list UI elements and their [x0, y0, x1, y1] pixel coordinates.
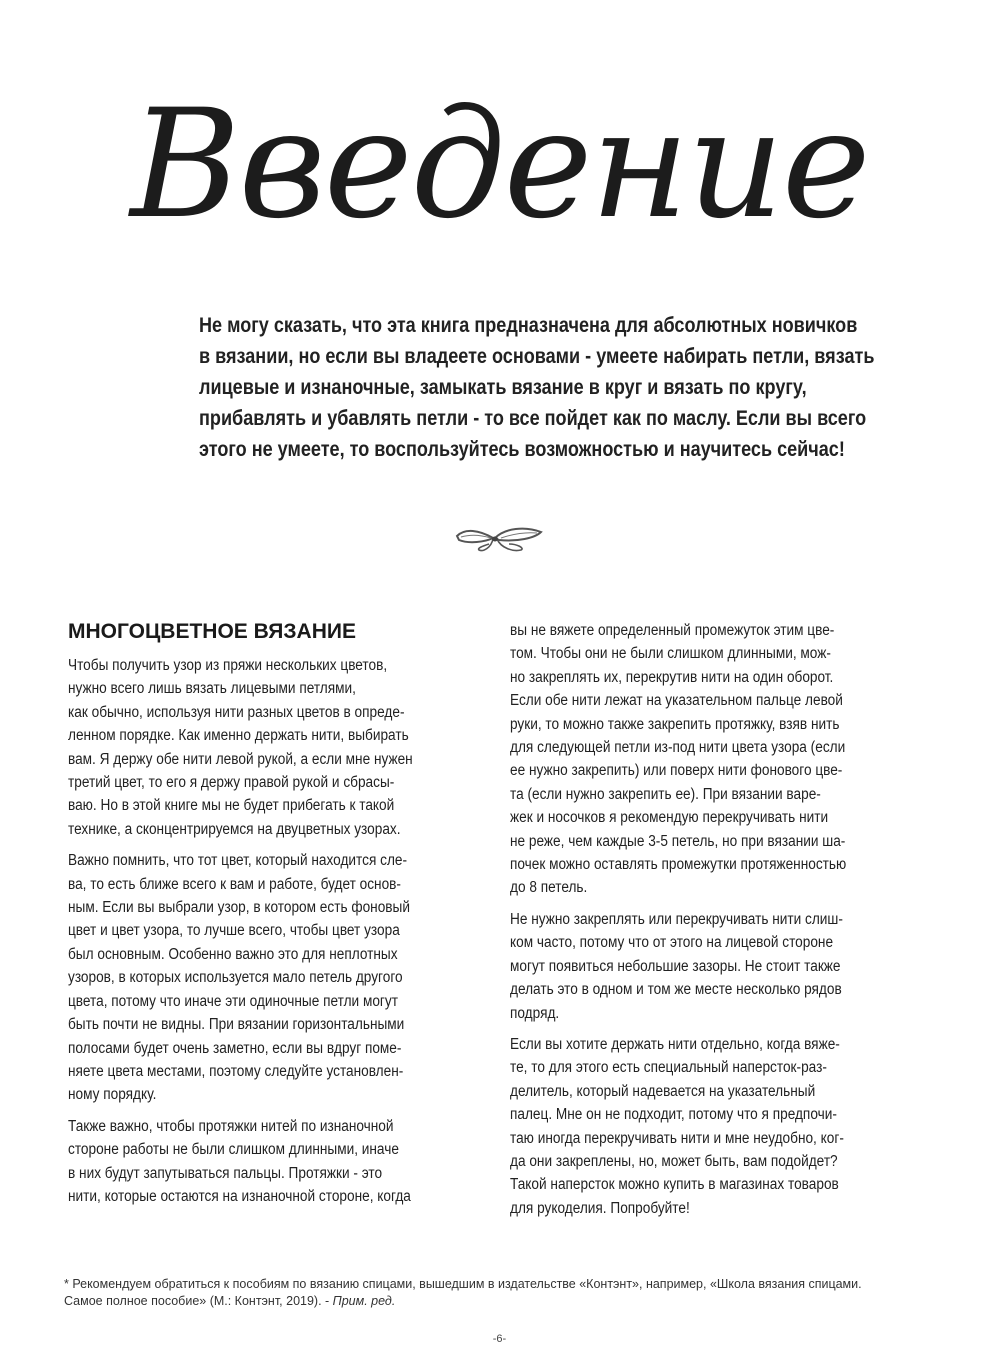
- left-column-body: [68, 654, 413, 1208]
- text-line: нужно всего лишь вязать лицевыми петлями,: [68, 680, 356, 698]
- intro-line: в вязании, но если вы владеете основами - умеете набирать петли, вязать: [199, 345, 875, 368]
- text-line: вам. Я держу обе нити левой рукой, а если мне нужен: [68, 750, 413, 768]
- page-number: -6-: [492, 1333, 507, 1345]
- text-line: том. Чтобы они не были слишком длинными, мож-: [510, 645, 831, 663]
- section-heading: МНОГОЦВЕТНОЕ ВЯЗАНИЕ: [68, 620, 356, 643]
- left-column: [68, 618, 448, 1216]
- text-line: жек и носочков я рекомендую перекручивать нити: [510, 809, 829, 827]
- text-line: могут появиться небольшие зазоры. Не стоит также: [510, 957, 841, 975]
- text-line: Если обе нити лежат на указательном пальце левой: [510, 692, 843, 710]
- text-line: Если вы хотите держать нити отдельно, когда вяже-: [510, 1035, 840, 1053]
- text-line: третий цвет, то его я держу правой рукой и сбрасы-: [68, 774, 395, 792]
- intro-line: лицевые и изнаночные, замыкать вязание в круг и вязать по кругу,: [199, 376, 807, 399]
- text-line: в них будут запутываться пальцы. Протяжки - это: [68, 1164, 383, 1182]
- text-line: ее нужно закрепить) или поверх нити фонового цве-: [510, 762, 843, 780]
- text-line: Также важно, чтобы протяжки нитей по изнаночной: [68, 1117, 394, 1135]
- text-line: руки, то можно также закрепить протяжку, взяв нить: [510, 715, 840, 733]
- text-line: няете цвета местами, поэтому следуйте установлен-: [68, 1062, 404, 1080]
- text-line: Не нужно закреплять или перекручивать нити слиш-: [510, 910, 843, 928]
- text-line: цвета, потому что иначе эти одиночные петли могут: [68, 992, 398, 1010]
- text-line: те, то для этого есть специальный наперсток-раз-: [510, 1059, 827, 1077]
- intro-line: прибавлять и убавлять петли - то все пойдет как по маслу. Если вы всего: [199, 407, 867, 430]
- footnote-line: * Рекомендуем обратиться к пособиям по вязанию спицами, вышедшим в издательстве «Контэнт», например, «Школа вязания спицами.: [64, 1277, 862, 1291]
- text-line: да они закреплены, но, может быть, вам подойдет?: [510, 1152, 838, 1170]
- paragraph: [510, 908, 844, 1025]
- text-line: Чтобы получить узор из пряжи нескольких цветов,: [68, 657, 388, 674]
- text-line: таю иногда перекручивать нити и мне неудобно, ког-: [510, 1129, 844, 1147]
- footnote-line: [64, 1293, 964, 1310]
- footnote: [64, 1276, 964, 1310]
- text-line: делитель, который надевается на указательный: [510, 1082, 816, 1100]
- text-line: для рукоделия. Попробуйте!: [510, 1199, 690, 1217]
- text-line: почек можно оставлять промежутки протяженностью: [510, 856, 847, 874]
- bow-ornament-icon: [455, 522, 545, 556]
- text-line: делать это в одном и том же месте несколько рядов: [510, 981, 842, 999]
- text-line: ва, то есть ближе всего к вам и работе, будет основ-: [68, 875, 401, 893]
- text-line: ком часто, потому что от этого на лицевой стороне: [510, 934, 834, 952]
- right-column: [510, 619, 890, 1228]
- text-line: был основным. Особенно важно это для неплотных: [68, 945, 398, 963]
- text-line: ным. Если вы выбрали узор, в котором есть фоновый: [68, 899, 410, 917]
- paragraph: [510, 1033, 844, 1220]
- paragraph: [68, 1115, 411, 1209]
- intro-line: Не могу сказать, что эта книга предназначена для абсолютных новичков: [199, 314, 858, 337]
- text-line: полосами будет очень заметно, если вы вдруг поме-: [68, 1039, 402, 1057]
- intro-line: этого не умеете, то воспользуйтесь возможностью и научитесь сейчас!: [199, 438, 845, 461]
- footnote-text: Самое полное пособие» (М.: Контэнт, 2019). -: [64, 1294, 333, 1308]
- text-line: до 8 петель.: [510, 879, 588, 897]
- right-column-body: [510, 619, 847, 1220]
- text-line: стороне работы не были слишком длинными, иначе: [68, 1141, 399, 1159]
- intro-paragraph: [199, 310, 875, 465]
- page-title: Введение: [130, 78, 869, 252]
- text-line: технике, а сконцентрируемся на двуцветных узорах.: [68, 820, 401, 838]
- text-line: ленном порядке. Как именно держать нити, выбирать: [68, 727, 409, 745]
- editor-note: Прим. ред.: [332, 1294, 396, 1308]
- text-line: Такой наперсток можно купить в магазинах товаров: [510, 1176, 839, 1194]
- text-line: узоров, в которых используется мало петель другого: [68, 969, 403, 987]
- text-line: подряд.: [510, 1004, 560, 1022]
- text-line: нити, которые остаются на изнаночной стороне, когда: [68, 1187, 411, 1205]
- text-line: но закреплять их, перекрутив нити на один оборот.: [510, 668, 834, 686]
- text-line: цвет и цвет узора, то лучше всего, чтобы цвет узора: [68, 922, 400, 940]
- paragraph: [68, 654, 413, 841]
- text-line: палец. Мне он не подходит, потому что я предпочи-: [510, 1106, 837, 1124]
- text-line: ваю. Но в этой книге мы не будет прибегать к такой: [68, 797, 395, 815]
- text-line: та (если нужно закрепить ее). При вязании варе-: [510, 785, 821, 803]
- text-line: как обычно, используя нити разных цветов в опреде-: [68, 703, 405, 721]
- text-line: быть почти не видны. При вязании горизонтальными: [68, 1016, 405, 1034]
- text-line: для следующей петли из-под нити цвета узора (если: [510, 739, 846, 757]
- text-line: ному порядку.: [68, 1086, 157, 1104]
- paragraph: [510, 619, 847, 900]
- text-line: Важно помнить, что тот цвет, который находится сле-: [68, 852, 408, 870]
- text-line: не реже, чем каждые 3-5 петель, но при вязании ша-: [510, 832, 846, 850]
- paragraph: [68, 849, 410, 1106]
- text-line: вы не вяжете определенный промежуток этим цве-: [510, 622, 835, 639]
